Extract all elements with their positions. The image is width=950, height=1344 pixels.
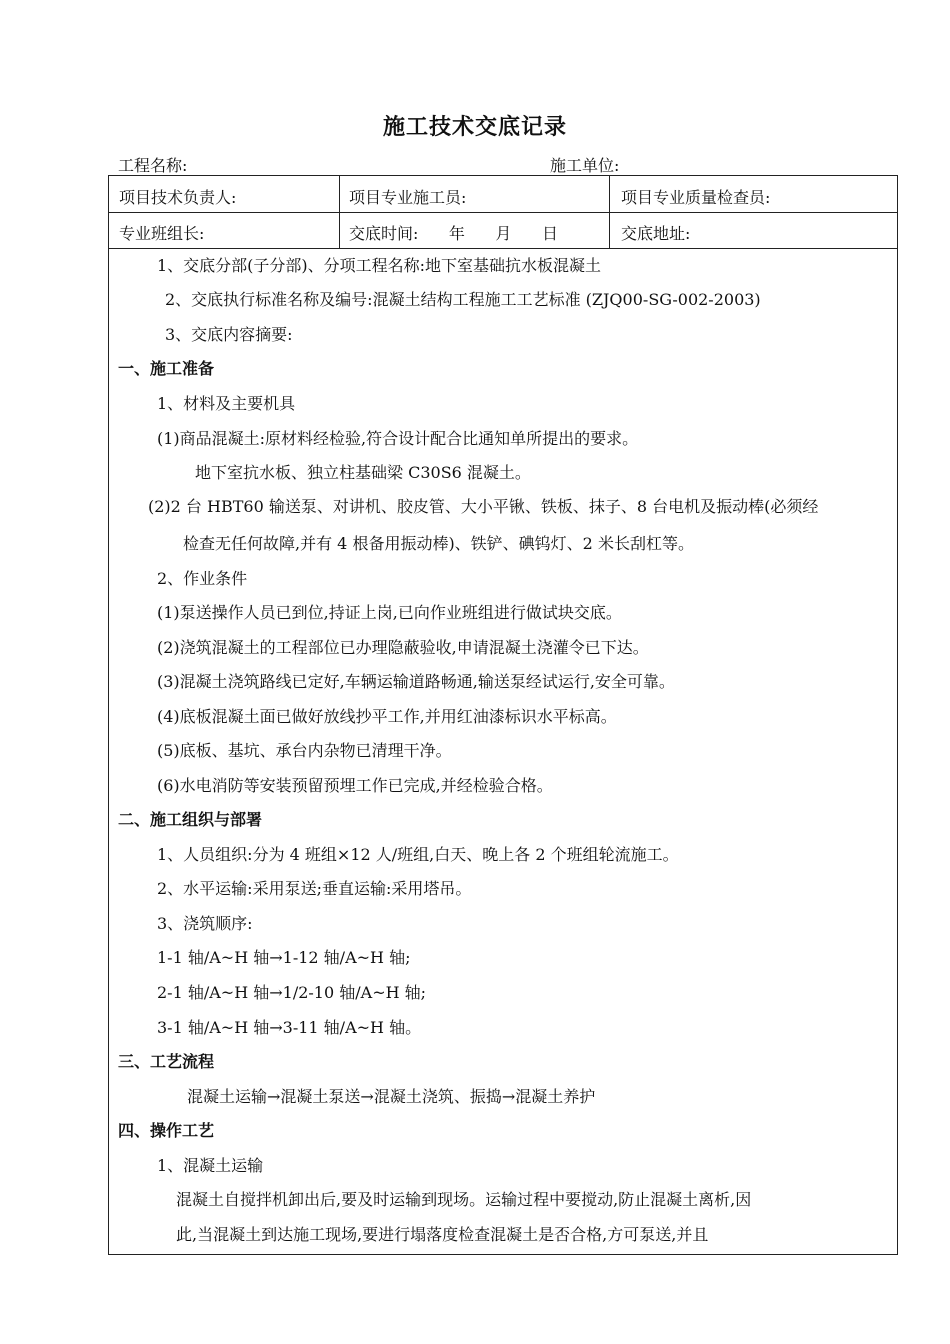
disclosure-address-label: 交底地址: xyxy=(621,224,691,243)
body-line: 1、交底分部(子分部)、分项工程名称:地下室基础抗水板混凝土 xyxy=(157,256,602,275)
body-line: 2、交底执行标准名称及编号:混凝土结构工程施工工艺标准 (ZJQ00-SG-002-2003) xyxy=(165,290,761,309)
body-line: 2、作业条件 xyxy=(157,569,248,588)
body-line: (2)浇筑混凝土的工程部位已办理隐蔽验收,申请混凝土浇灌令已下达。 xyxy=(157,638,649,657)
page-title: 施工技术交底记录 xyxy=(382,115,567,140)
body-line: 2-1 轴/A~H 轴→1/2-10 轴/A~H 轴; xyxy=(157,983,427,1002)
quality-inspector-label: 项目专业质量检查员: xyxy=(621,188,771,207)
construction-unit-label: 施工单位: xyxy=(550,156,620,175)
section-heading: 二、施工组织与部署 xyxy=(118,810,263,829)
body-line: 1、材料及主要机具 xyxy=(157,394,296,413)
body-line: (1)泵送操作人员已到位,持证上岗,已向作业班组进行做试块交底。 xyxy=(157,603,622,622)
body-line: 1、混凝土运输 xyxy=(157,1156,264,1175)
team-leader-label: 专业班组长: xyxy=(119,224,205,243)
body-line: (4)底板混凝土面已做好放线抄平工作,并用红油漆标识水平标高。 xyxy=(157,707,617,726)
body-line: 混凝土运输→混凝土泵送→混凝土浇筑、振捣→混凝土养护 xyxy=(187,1087,596,1106)
body-line: 3、交底内容摘要: xyxy=(165,325,293,344)
section-heading: 一、施工准备 xyxy=(118,359,215,378)
section-heading: 四、操作工艺 xyxy=(118,1121,215,1140)
row-divider xyxy=(109,212,897,213)
body-line: (1)商品混凝土:原材料经检验,符合设计配合比通知单所提出的要求。 xyxy=(157,429,639,448)
body-line: (5)底板、基坑、承台内杂物已清理干净。 xyxy=(157,741,452,760)
tech-lead-label: 项目技术负责人: xyxy=(119,188,237,207)
row-divider xyxy=(109,248,897,249)
body-line: (2)2 台 HBT60 输送泵、对讲机、胶皮管、大小平锹、铁板、抹子、8 台电机及振动棒(必须经 xyxy=(148,497,819,516)
body-line: 2、水平运输:采用泵送;垂直运输:采用塔吊。 xyxy=(157,879,472,898)
body-line: 检查无任何故障,并有 4 根备用振动棒)、铁铲、碘钨灯、2 米长刮杠等。 xyxy=(183,534,694,553)
section-heading: 三、工艺流程 xyxy=(118,1052,215,1071)
body-line: (3)混凝土浇筑路线已定好,车辆运输道路畅通,输送泵经试运行,安全可靠。 xyxy=(157,672,675,691)
body-line: 3-1 轴/A~H 轴→3-11 轴/A~H 轴。 xyxy=(157,1018,422,1037)
project-name-label: 工程名称: xyxy=(118,156,188,175)
body-line: 此,当混凝土到达施工现场,要进行塌落度检查混凝土是否合格,方可泵送,并且 xyxy=(176,1225,709,1244)
body-line: 1-1 轴/A~H 轴→1-12 轴/A~H 轴; xyxy=(157,948,411,967)
body-line: 3、浇筑顺序: xyxy=(157,914,253,933)
body-line: 1、人员组织:分为 4 班组×12 人/班组,白天、晚上各 2 个班组轮流施工。 xyxy=(157,845,679,864)
body-line: (6)水电消防等安装预留预埋工作已完成,并经检验合格。 xyxy=(157,776,553,795)
body-line: 混凝土自搅拌机卸出后,要及时运输到现场。运输过程中要搅动,防止混凝土离析,因 xyxy=(176,1190,752,1209)
column-divider xyxy=(609,176,610,248)
body-line: 地下室抗水板、独立柱基础梁 C30S6 混凝土。 xyxy=(195,463,531,482)
column-divider xyxy=(339,176,340,248)
site-engineer-label: 项目专业施工员: xyxy=(349,188,467,207)
disclosure-time-label: 交底时间: 年 月 日 xyxy=(349,224,558,243)
